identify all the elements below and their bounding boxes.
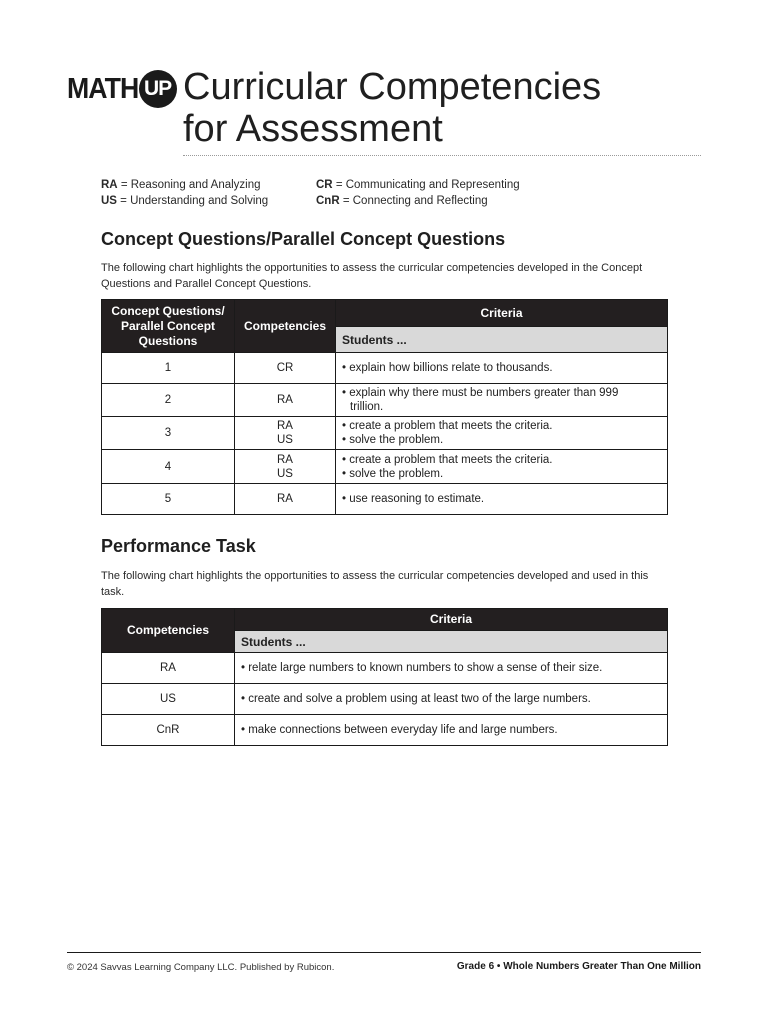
table-row: 4 RA US • create a problem that meets the criteria. • solve the problem. [102, 450, 668, 484]
col-header-criteria: Criteria [235, 609, 668, 631]
legend-item: US = Understanding and Solving [101, 195, 269, 207]
col-header-questions: Concept Questions/ Parallel Concept Questions [102, 300, 235, 353]
legend-column-1 [101, 177, 268, 209]
title-divider [183, 155, 701, 156]
table-row: RA • relate large numbers to known numbers to show a sense of their size. [102, 653, 668, 684]
col-header-criteria: Criteria [336, 300, 668, 327]
logo-word: MATH [67, 72, 139, 105]
mathup-logo [67, 69, 177, 109]
subheader-students: Students ... [235, 631, 668, 653]
page-title [183, 66, 723, 150]
section-intro-performance: The following chart highlights the opportunities to assess the curricular competencies developed and used in this task. [101, 570, 649, 598]
logo-badge: UP [139, 70, 177, 108]
table-row: CnR • make connections between everyday life and large numbers. [102, 715, 668, 746]
legend-column-2 [316, 177, 520, 209]
subheader-students: Students ... [336, 327, 668, 353]
footer-divider [67, 952, 701, 953]
footer-copyright: © 2024 Savvas Learning Company LLC. Published by Rubicon. [67, 962, 335, 973]
table-row: 2 RA • explain why there must be numbers greater than 999 trillion. [102, 384, 668, 417]
legend-item: CR = Communicating and Representing [316, 179, 520, 191]
footer-grade: Grade 6 • Whole Numbers Greater Than One Million [456, 961, 701, 972]
table-row: 5 RA • use reasoning to estimate. [102, 484, 668, 515]
section-intro-concept: The following chart highlights the opportunities to assess the curricular competencies developed in the Concept Questions and Parallel Concept Questions. [101, 262, 643, 290]
section-heading-concept: Concept Questions/Parallel Concept Questions [101, 229, 506, 249]
page-title-line1: Curricular Competencies [183, 66, 602, 108]
legend-item: RA = Reasoning and Analyzing [101, 179, 261, 191]
concept-questions-table [101, 299, 668, 515]
section-heading-performance: Performance Task [101, 536, 256, 556]
col-header-competencies: Competencies [102, 609, 235, 653]
col-header-competencies: Competencies [235, 300, 336, 353]
table-row: 1 CR • explain how billions relate to thousands. [102, 353, 668, 384]
table-row: US • create and solve a problem using at least two of the large numbers. [102, 684, 668, 715]
table-row: 3 RA US • create a problem that meets the criteria. • solve the problem. [102, 417, 668, 450]
page-title-line2: for Assessment [183, 108, 443, 150]
performance-task-table [101, 608, 668, 746]
legend-item: CnR = Connecting and Reflecting [316, 195, 488, 207]
